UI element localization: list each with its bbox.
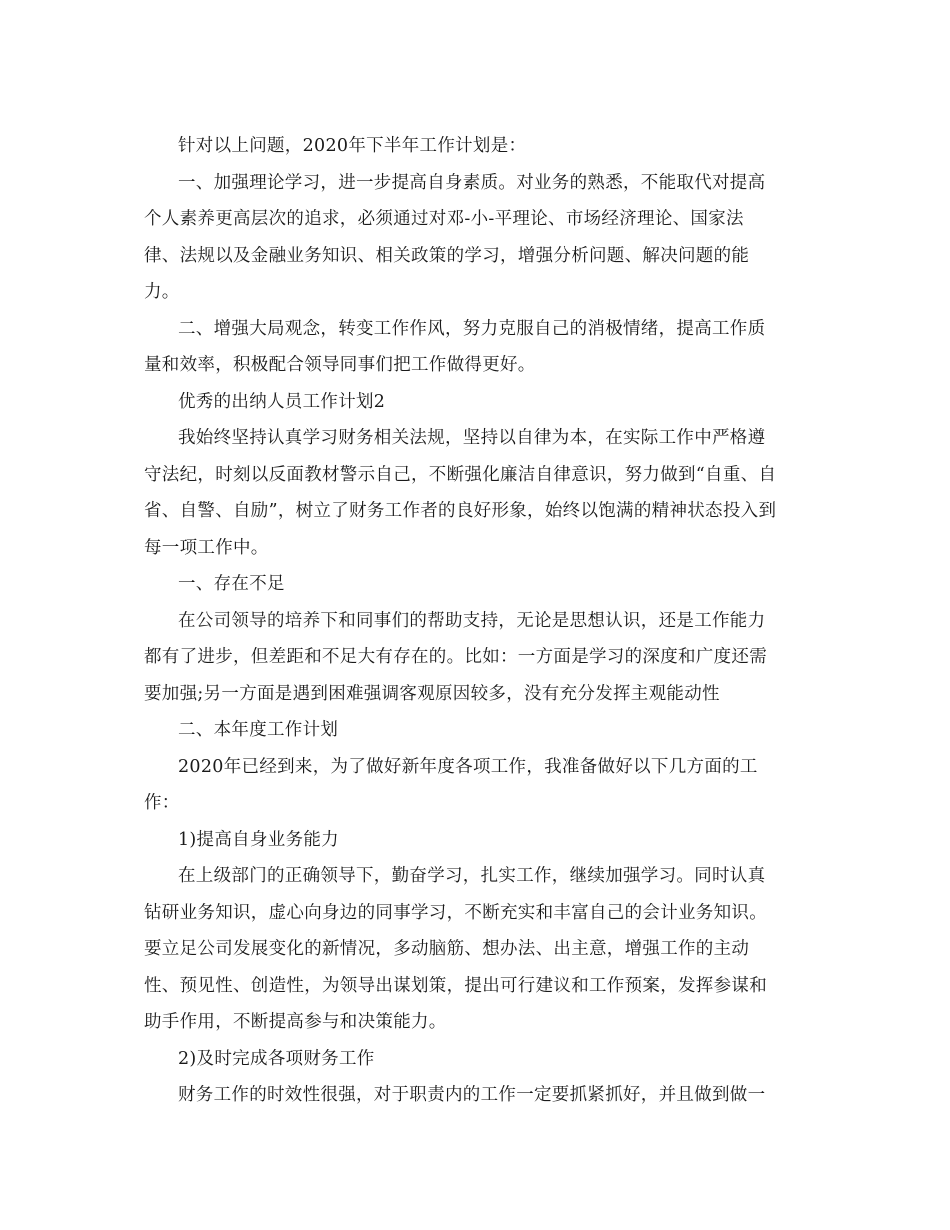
paragraph-line: 作：: [144, 793, 180, 813]
paragraph-line: 助手作用，不断提高参与和决策能力。: [144, 1012, 447, 1032]
paragraph-line: 个人素养更高层次的追求，必须通过对邓-小-平理论、市场经济理论、国家法: [144, 209, 744, 229]
section-heading: 优秀的出纳人员工作计划2: [178, 391, 386, 412]
section-heading: 一、存在不足: [178, 574, 285, 594]
paragraph-line: 要加强;另一方面是遇到困难强调客观原因较多，没有充分发挥主观能动性: [144, 683, 720, 704]
paragraph-line: 在公司领导的培养下和同事们的帮助支持，无论是思想认识，还是工作能力: [178, 610, 766, 631]
paragraph-line: 量和效率，积极配合领导同事们把工作做得更好。: [144, 355, 536, 375]
paragraph-line: 一、加强理论学习，进一步提高自身素质。对业务的熟悉，不能取代对提高: [178, 172, 766, 193]
paragraph-line: 钻研业务知识，虚心向身边的同事学习，不断充实和丰富自己的会计业务知识。: [144, 902, 767, 923]
paragraph-line: 力。: [144, 282, 180, 302]
paragraph-line: 守法纪，时刻以反面教材警示自己，不断强化廉洁自律意识，努力做到“自重、自: [144, 464, 777, 485]
section-heading: 二、本年度工作计划: [178, 720, 339, 740]
paragraph-line: 二、增强大局观念，转变工作作风，努力克服自己的消极情绪，提高工作质: [178, 318, 766, 339]
paragraph-line: 2020年已经到来，为了做好新年度各项工作，我准备做好以下几方面的工: [178, 756, 758, 777]
document-body: [144, 128, 804, 1114]
paragraph-line: 性、预见性、创造性，为领导出谋划策，提出可行建议和工作预案，发挥参谋和: [144, 975, 767, 996]
subsection-heading: 1)提高自身业务能力: [178, 829, 339, 850]
paragraph-line: 我始终坚持认真学习财务相关法规，坚持以自律为本，在实际工作中严格遵: [178, 428, 766, 448]
paragraph-line: 针对以上问题，2020年下半年工作计划是：: [178, 136, 527, 156]
paragraph-line: 省、自警、自励”，树立了财务工作者的良好形象，始终以饱满的精神状态投入到: [144, 501, 777, 521]
paragraph-line: 都有了进步，但差距和不足大有存在的。比如：一方面是学习的深度和广度还需: [144, 647, 767, 667]
paragraph-line: 财务工作的时效性很强，对于职责内的工作一定要抓紧抓好，并且做到做一: [178, 1085, 766, 1105]
subsection-heading: 2)及时完成各项财务工作: [178, 1048, 375, 1069]
paragraph-line: 律、法规以及金融业务知识、相关政策的学习，增强分析问题、解决问题的能: [144, 245, 750, 266]
paragraph-line: 要立足公司发展变化的新情况，多动脑筋、想办法、出主意，增强工作的主动: [144, 939, 750, 959]
paragraph-line: 在上级部门的正确领导下，勤奋学习，扎实工作，继续加强学习。同时认真: [178, 866, 766, 886]
paragraph-line: 每一项工作中。: [144, 537, 269, 558]
